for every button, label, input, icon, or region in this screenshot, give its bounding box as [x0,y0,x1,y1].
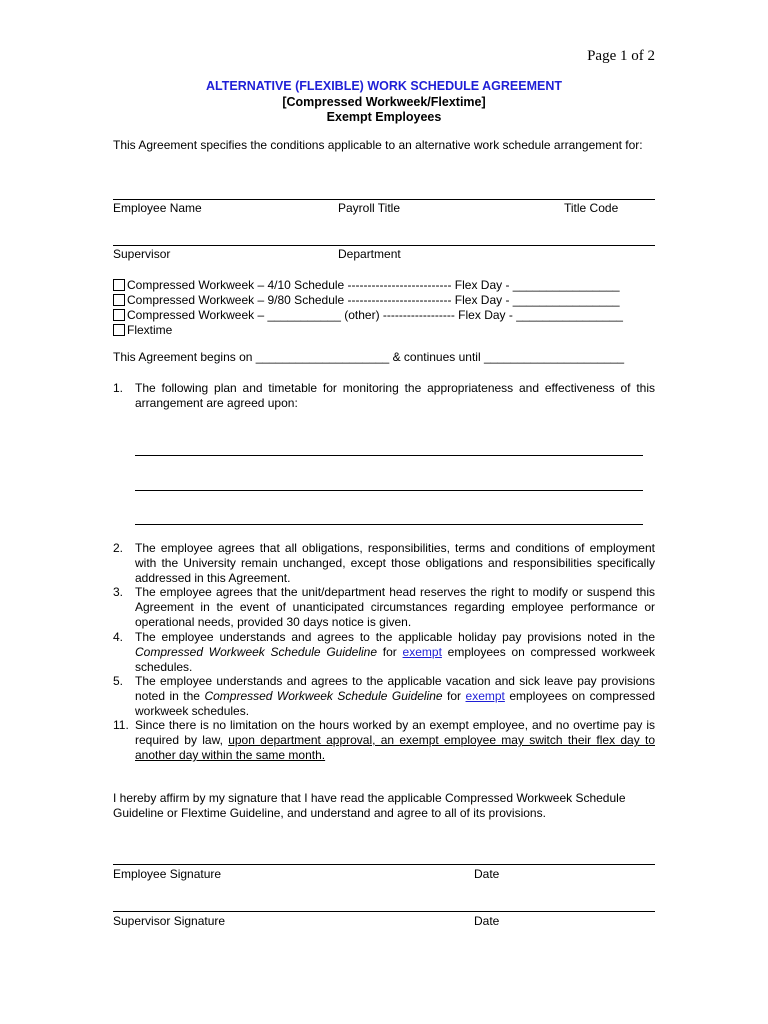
supervisor-label: Supervisor [113,247,171,261]
title-code-label: Title Code [564,201,619,215]
option-checkbox[interactable] [113,279,125,291]
page-number: Page 1 of 2 [587,48,655,64]
item-text: The following plan and timetable for monitoring the appropriateness and effectiveness of this arrangement are agreed upon: [135,381,655,410]
employee-signature-line[interactable] [113,864,655,865]
document-title: ALTERNATIVE (FLEXIBLE) WORK SCHEDULE AGREEMENT [205,79,562,93]
item-text [135,674,655,719]
item-text-segment: The employee understands and agrees to the applicable vacation and sick leave pay provisions noted in the [135,674,655,703]
agreement-dates: This Agreement begins on ____________________ & continues until _____________________ [113,350,625,364]
item-text: The employee agrees that all obligations, responsibilities, terms and conditions of employment with the University remain unchanged, except those obligations and responsibilities specifically addressed in this Agreement. [135,541,655,585]
option-checkbox[interactable] [113,324,125,336]
employee-signature-label: Employee Signature [113,867,222,881]
item-text-segment: employees on compressed workweek schedules. [135,689,655,718]
supervisor-signature-line[interactable] [113,911,655,912]
supervisor-info-line[interactable] [113,245,655,246]
supervisor-signature-label: Supervisor Signature [113,914,226,928]
option-label: Compressed Workweek – 9/80 Schedule -------------------------- Flex Day - ________________ [127,292,620,307]
intro-paragraph: This Agreement specifies the conditions applicable to an alternative work schedule arrangement for: [113,138,643,152]
date-label: Date [474,914,500,928]
item-number: 2. [113,541,124,555]
guideline-title: Compressed Workweek Schedule Guideline [204,689,443,703]
document-subtitle-audience: Exempt Employees [326,110,442,124]
item-text [135,630,655,675]
exempt-link[interactable]: exempt [402,645,442,659]
option-label: Compressed Workweek – 4/10 Schedule -------------------------- Flex Day - ________________ [127,277,620,292]
payroll-title-label: Payroll Title [338,201,401,215]
option-checkbox[interactable] [113,309,125,321]
item-number: 1. [113,381,124,395]
department-label: Department [338,247,401,261]
option-row [113,322,172,337]
item-text [135,718,655,763]
item-number: 3. [113,585,124,599]
item-text-segment: for [442,689,466,703]
option-checkbox[interactable] [113,294,125,306]
item-text-segment: The employee understands and agrees to the applicable holiday pay provisions noted in the [135,630,655,644]
item-text-segment: Since there is no limitation on the hours worked by an exempt employee, and no overtime pay is required by law, [135,718,655,747]
item-number: 5. [113,674,124,688]
item-text-segment: employees on compressed workweek schedules. [135,645,655,674]
exempt-link[interactable]: exempt [465,689,505,703]
item-number: 11. [113,718,129,732]
item-text-segment: for [377,645,403,659]
employee-info-line[interactable] [113,199,655,200]
item-number: 4. [113,630,124,644]
plan-line[interactable] [135,455,643,456]
option-row [113,292,620,307]
employee-name-label: Employee Name [113,201,202,215]
affirmation-paragraph: I hereby affirm by my signature that I have read the applicable Compressed Workweek Schedule Guideline or Flextime Guideline, and understand and agree to all of its provisions. [113,791,626,820]
plan-line[interactable] [135,490,643,491]
document-subtitle: [Compressed Workweek/Flextime] [282,95,486,109]
option-label: Compressed Workweek – ___________ (other) ------------------ Flex Day - ________________ [127,307,623,322]
item-text: The employee agrees that the unit/department head reserves the right to modify or suspend this Agreement in the event of unanticipated circumstances regarding employee performance or operational needs, provided 30 days notice is given. [135,585,655,629]
option-row [113,307,623,322]
plan-line[interactable] [135,524,643,525]
option-label: Flextime [127,322,173,337]
guideline-title: Compressed Workweek Schedule Guideline [135,645,378,659]
date-label: Date [474,867,500,881]
flex-day-switch-note: upon department approval, an exempt employee may switch their flex day to another day within the same month. [135,733,655,762]
option-row [113,277,620,292]
